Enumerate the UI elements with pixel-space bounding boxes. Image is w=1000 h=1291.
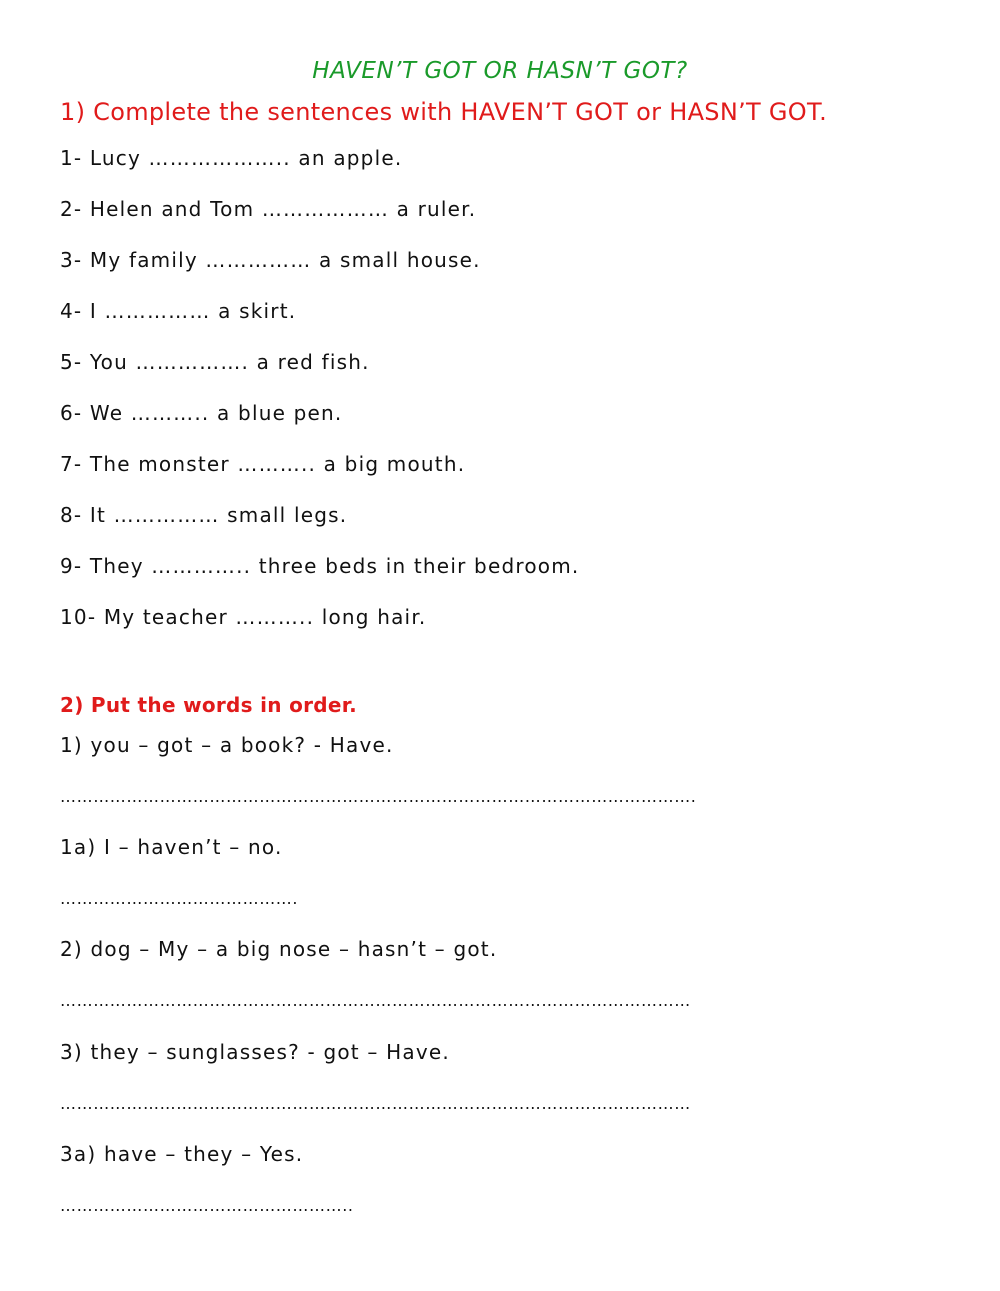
sentence-1: 1- Lucy ……………….. an apple. [60,146,403,170]
exercise-2-heading: 2) Put the words in order. [60,693,357,717]
answer-line-3: …………………………………………………………………………………………………… [60,1094,691,1113]
worksheet-title: HAVEN’T GOT OR HASN’T GOT? [312,58,688,84]
sentence-5: 5- You ……………. a red fish. [60,350,370,374]
sentence-2: 2- Helen and Tom ……………… a ruler. [60,197,477,221]
sentence-6: 6- We ……….. a blue pen. [60,401,343,425]
exercise-1-heading: 1) Complete the sentences with HAVEN’T GOT or HASN’T GOT. [60,98,828,126]
answer-line-2: …………………………………………………………………………………………………… [60,991,691,1010]
order-prompt-1: 1) you – got – a book? - Have. [60,733,394,757]
answer-line-1: ……………………………………………………………………………………………………. [60,787,697,806]
order-prompt-3a: 3a) have – they – Yes. [60,1142,304,1166]
sentence-7: 7- The monster ……….. a big mouth. [60,452,466,476]
order-prompt-2: 2) dog – My – a big nose – hasn’t – got. [60,937,498,961]
order-prompt-3: 3) they – sunglasses? - got – Have. [60,1040,450,1064]
order-prompt-1a: 1a) I – haven’t – no. [60,835,283,859]
sentence-9: 9- They ………….. three beds in their bedroom. [60,554,580,578]
answer-line-1a: ……………………………………. [60,889,299,908]
answer-line-3a: …………………………………………….. [60,1196,354,1215]
sentence-10: 10- My teacher ……….. long hair. [60,605,427,629]
sentence-4: 4- I …………… a skirt. [60,299,297,323]
sentence-8: 8- It …………… small legs. [60,503,348,527]
sentence-3: 3- My family …………… a small house. [60,248,481,272]
